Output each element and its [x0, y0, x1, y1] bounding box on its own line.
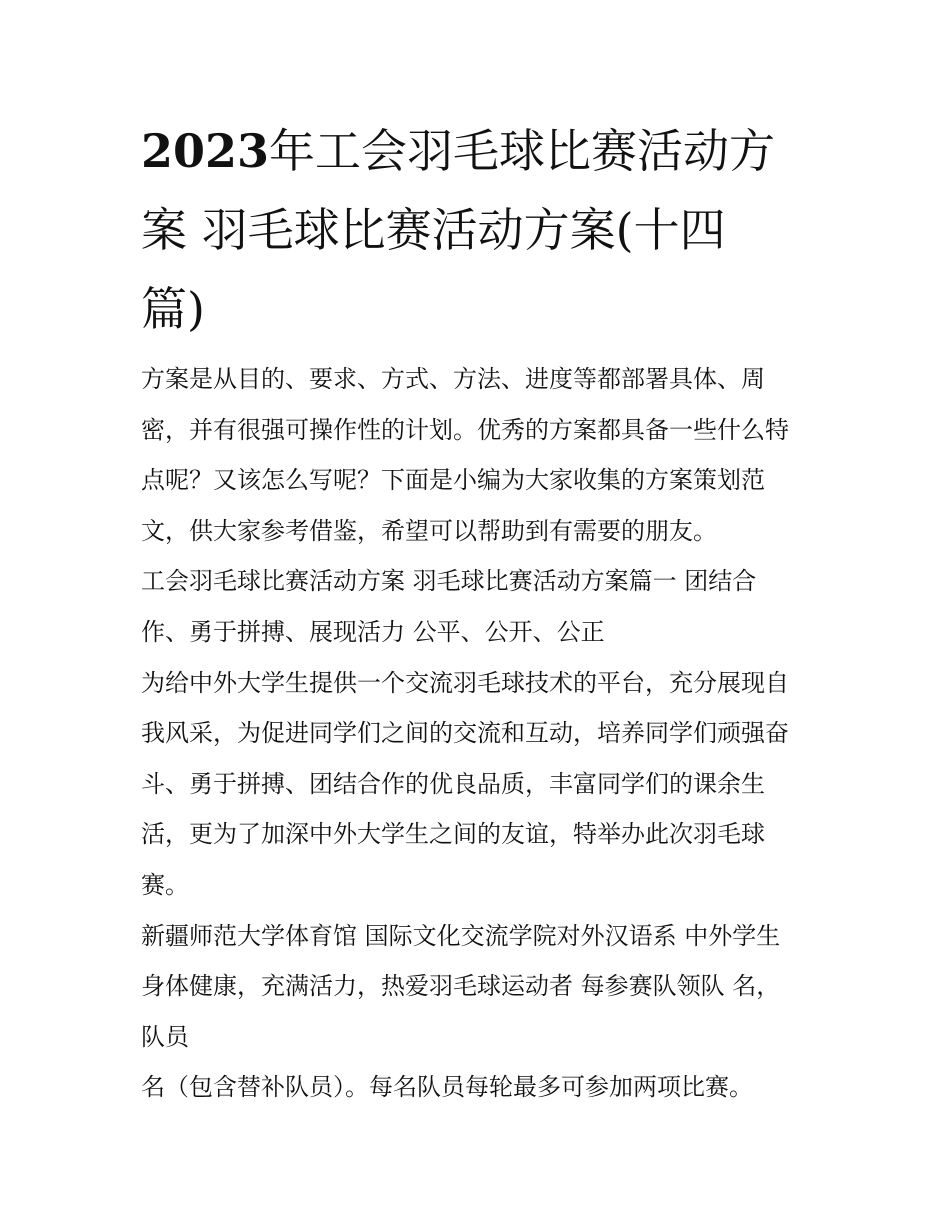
- title-year: 2023: [141, 124, 270, 178]
- title-line-1: 年工会羽毛球比赛活动方: [269, 124, 776, 178]
- title-line-2: 案 羽毛球比赛活动方案(十四: [141, 203, 726, 257]
- body-line: 队员: [141, 1022, 189, 1051]
- body-line: 名（包含替补队员）。每名队员每轮最多可参加两项比赛。: [141, 1073, 753, 1102]
- body-line: 方案是从目的、要求、方式、方法、进度等都部署具体、周: [141, 365, 765, 393]
- body-line: 新疆师范大学体育馆 国际文化交流学院对外汉语系 中外学生: [141, 921, 781, 950]
- body-line: 为给中外大学生提供一个交流羽毛球技术的平台，充分展现自: [141, 668, 789, 697]
- body-line: 斗、勇于拼搏、团结合作的优良品质，丰富同学们的课余生: [141, 769, 765, 798]
- body-line: 我风采，为促进同学们之间的交流和互动，培养同学们顽强奋: [141, 719, 789, 748]
- title-line-3: 篇): [141, 282, 205, 336]
- body-line: 文，供大家参考借鉴，希望可以帮助到有需要的朋友。: [141, 516, 717, 545]
- body-line: 密，并有很强可操作性的计划。优秀的方案都具备一些什么特: [141, 415, 789, 444]
- body-line: 工会羽毛球比赛活动方案 羽毛球比赛活动方案篇一 团结合: [141, 567, 757, 596]
- body-line: 赛。: [141, 870, 189, 899]
- body-line: 活，更为了加深中外大学生之间的友谊，特举办此次羽毛球: [141, 820, 765, 849]
- body-line: 点呢？又该怎么写呢？下面是小编为大家收集的方案策划范: [141, 466, 765, 495]
- document-body: [141, 354, 821, 1113]
- document-title: [141, 112, 821, 349]
- body-line: 作、勇于拼搏、展现活力 公平、公开、公正: [141, 617, 605, 646]
- body-line: 身体健康，充满活力，热爱羽毛球运动者 每参赛队领队 名，: [141, 972, 781, 1001]
